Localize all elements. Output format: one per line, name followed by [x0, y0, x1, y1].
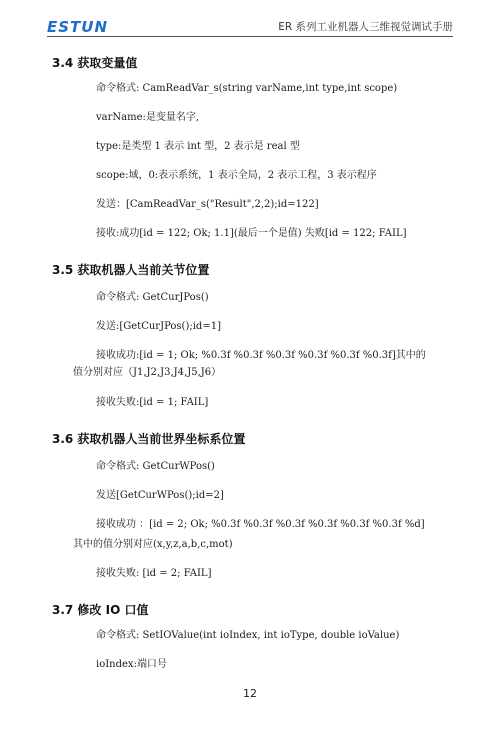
section-heading-3-4: 3.4 获取变量值: [52, 56, 138, 70]
paragraph-line: 接收成功:[id = 1; Ok; %0.3f %0.3f %0.3f %0.3f %0.3f %0.3f]其中的: [96, 350, 426, 361]
page-header: [47, 18, 453, 34]
paragraph-line: 发送:[GetCurJPos();id=1]: [96, 321, 221, 332]
section-heading-3-6: 3.6 获取机器人当前世界坐标系位置: [52, 432, 246, 446]
paragraph-line: 接收失败: [id = 2; FAIL]: [96, 568, 212, 579]
paragraph-line: 接收:成功[id = 122; Ok; 1.1](最后一个是值) 失败[id = 122; FAIL]: [96, 228, 407, 239]
header-title: ER 系列工业机器人三维视觉调试手册: [278, 21, 453, 33]
page-number: 12: [243, 687, 257, 700]
paragraph-line: 接收成功 ：[id = 2; Ok; %0.3f %0.3f %0.3f %0.3f %0.3f %0.3f %d]: [96, 519, 425, 530]
header-divider: [47, 36, 453, 37]
paragraph-line: 值分别对应（J1,J2,J3,J4,J5,J6）: [73, 367, 222, 378]
paragraph-line: varName:是变量名字,: [96, 112, 200, 123]
section-heading-3-7: 3.7 修改 IO 口值: [52, 603, 149, 617]
paragraph-line: scope:域，0:表示系统，1 表示全局，2 表示工程，3 表示程序: [96, 170, 377, 181]
paragraph-line: 命令格式: SetIOValue(int ioIndex, int ioType, double ioValue): [96, 630, 400, 641]
paragraph-line: 发送：[CamReadVar_s("Result",2,2);id=122]: [96, 199, 319, 210]
paragraph-line: 命令格式: GetCurJPos(): [96, 292, 209, 303]
paragraph-line: 发送[GetCurWPos();id=2]: [96, 490, 224, 501]
paragraph-line: ioIndex:端口号: [96, 659, 167, 670]
paragraph-line: 命令格式: CamReadVar_s(string varName,int type,int scope): [96, 83, 398, 94]
paragraph-line: type:是类型 1 表示 int 型，2 表示是 real 型: [96, 141, 300, 152]
estun-logo: ESTUN: [47, 18, 109, 36]
paragraph-line: 命令格式: GetCurWPos(): [96, 461, 215, 472]
paragraph-line: 接收失败:[id = 1; FAIL]: [96, 397, 209, 408]
section-heading-3-5: 3.5 获取机器人当前关节位置: [52, 263, 210, 277]
paragraph-line: 其中的值分别对应(x,y,z,a,b,c,mot): [73, 539, 233, 550]
